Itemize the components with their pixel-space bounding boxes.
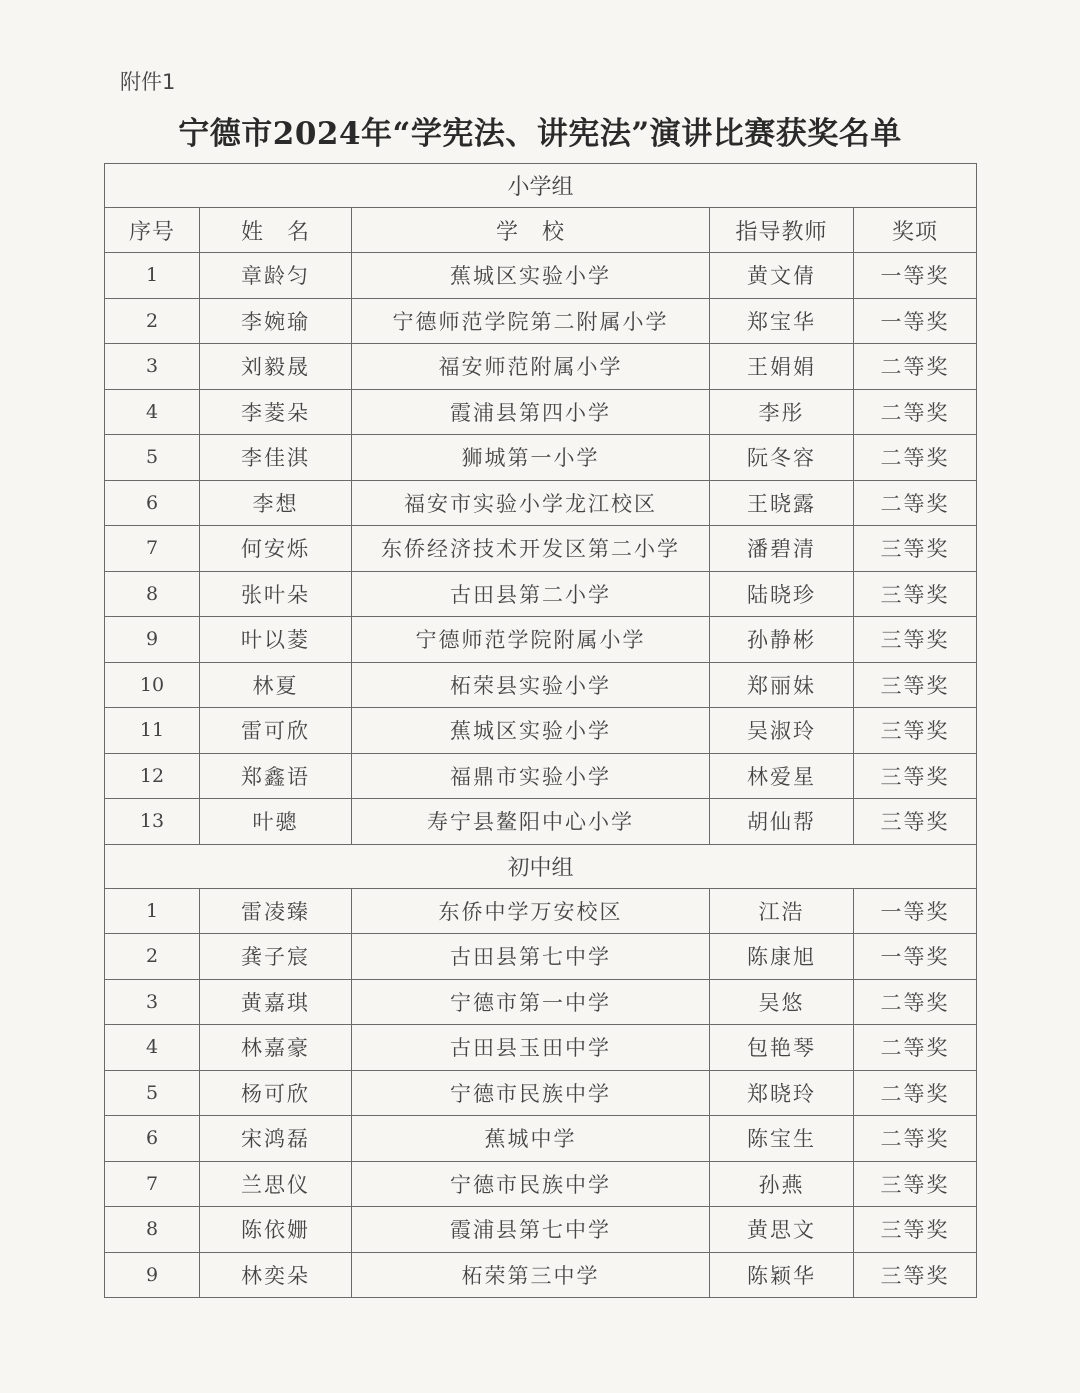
cell-school: 宁德师范学院附属小学 <box>352 617 710 663</box>
table-row <box>105 253 977 299</box>
attachment-label: 附件1 <box>120 70 176 94</box>
cell-school: 古田县第二小学 <box>352 571 710 617</box>
cell-school: 福安师范附属小学 <box>352 344 710 390</box>
group-header-row <box>105 844 977 888</box>
cell-award: 二等奖 <box>854 1116 977 1162</box>
table-row <box>105 662 977 708</box>
cell-award: 二等奖 <box>854 344 977 390</box>
cell-award: 一等奖 <box>854 253 977 299</box>
cell-award: 二等奖 <box>854 1025 977 1071</box>
cell-teacher: 郑晓玲 <box>710 1070 854 1116</box>
table-row <box>105 435 977 481</box>
table-row <box>105 1207 977 1253</box>
cell-school: 柘荣第三中学 <box>352 1252 710 1298</box>
cell-no: 6 <box>105 1116 200 1162</box>
award-table <box>104 163 977 1298</box>
cell-no: 8 <box>105 1207 200 1253</box>
cell-teacher: 郑宝华 <box>710 298 854 344</box>
cell-teacher: 王娟娟 <box>710 344 854 390</box>
table-row <box>105 1252 977 1298</box>
table-row <box>105 526 977 572</box>
cell-award: 二等奖 <box>854 1070 977 1116</box>
cell-name: 林嘉豪 <box>200 1025 352 1071</box>
cell-award: 三等奖 <box>854 662 977 708</box>
cell-no: 3 <box>105 344 200 390</box>
cell-no: 10 <box>105 662 200 708</box>
cell-no: 5 <box>105 435 200 481</box>
cell-teacher: 吴淑玲 <box>710 708 854 754</box>
cell-school: 古田县第七中学 <box>352 934 710 980</box>
cell-name: 林夏 <box>200 662 352 708</box>
cell-name: 黄嘉琪 <box>200 979 352 1025</box>
table-row <box>105 389 977 435</box>
table-row <box>105 1025 977 1071</box>
cell-name: 张叶朵 <box>200 571 352 617</box>
cell-name: 郑鑫语 <box>200 753 352 799</box>
cell-school: 蕉城中学 <box>352 1116 710 1162</box>
table-row <box>105 708 977 754</box>
cell-teacher: 阮冬容 <box>710 435 854 481</box>
cell-name: 李佳淇 <box>200 435 352 481</box>
cell-award: 三等奖 <box>854 571 977 617</box>
cell-school: 霞浦县第七中学 <box>352 1207 710 1253</box>
cell-award: 三等奖 <box>854 753 977 799</box>
cell-name: 林奕朵 <box>200 1252 352 1298</box>
cell-award: 三等奖 <box>854 617 977 663</box>
cell-teacher: 陈颖华 <box>710 1252 854 1298</box>
cell-teacher: 李彤 <box>710 389 854 435</box>
cell-name: 叶以菱 <box>200 617 352 663</box>
cell-school: 霞浦县第四小学 <box>352 389 710 435</box>
table-row <box>105 1161 977 1207</box>
cell-name: 章龄匀 <box>200 253 352 299</box>
header-teacher: 指导教师 <box>710 208 854 253</box>
cell-name: 李菱朵 <box>200 389 352 435</box>
cell-award: 三等奖 <box>854 708 977 754</box>
cell-school: 蕉城区实验小学 <box>352 708 710 754</box>
table-row <box>105 1116 977 1162</box>
cell-award: 二等奖 <box>854 979 977 1025</box>
cell-name: 何安烁 <box>200 526 352 572</box>
cell-no: 1 <box>105 888 200 934</box>
cell-teacher: 黄思文 <box>710 1207 854 1253</box>
cell-no: 9 <box>105 617 200 663</box>
cell-name: 龚子宸 <box>200 934 352 980</box>
cell-school: 宁德师范学院第二附属小学 <box>352 298 710 344</box>
cell-teacher: 孙燕 <box>710 1161 854 1207</box>
table-row <box>105 799 977 845</box>
cell-award: 一等奖 <box>854 298 977 344</box>
group-title: 小学组 <box>105 164 977 208</box>
cell-no: 11 <box>105 708 200 754</box>
table-row <box>105 934 977 980</box>
cell-name: 李想 <box>200 480 352 526</box>
table-row <box>105 979 977 1025</box>
cell-award: 三等奖 <box>854 799 977 845</box>
cell-teacher: 潘碧清 <box>710 526 854 572</box>
cell-award: 三等奖 <box>854 1252 977 1298</box>
cell-no: 4 <box>105 1025 200 1071</box>
cell-school: 宁德市第一中学 <box>352 979 710 1025</box>
table-row <box>105 480 977 526</box>
cell-award: 一等奖 <box>854 934 977 980</box>
table-row <box>105 571 977 617</box>
cell-no: 8 <box>105 571 200 617</box>
cell-name: 宋鸿磊 <box>200 1116 352 1162</box>
cell-no: 5 <box>105 1070 200 1116</box>
cell-teacher: 陈康旭 <box>710 934 854 980</box>
cell-teacher: 包艳琴 <box>710 1025 854 1071</box>
cell-school: 古田县玉田中学 <box>352 1025 710 1071</box>
cell-award: 二等奖 <box>854 389 977 435</box>
cell-name: 陈依姗 <box>200 1207 352 1253</box>
cell-teacher: 林爱星 <box>710 753 854 799</box>
cell-name: 李婉瑜 <box>200 298 352 344</box>
cell-no: 7 <box>105 526 200 572</box>
cell-name: 杨可欣 <box>200 1070 352 1116</box>
cell-teacher: 吴悠 <box>710 979 854 1025</box>
table-row <box>105 617 977 663</box>
cell-no: 1 <box>105 253 200 299</box>
cell-award: 二等奖 <box>854 435 977 481</box>
cell-award: 三等奖 <box>854 1207 977 1253</box>
cell-no: 2 <box>105 298 200 344</box>
table-row <box>105 753 977 799</box>
cell-school: 宁德市民族中学 <box>352 1161 710 1207</box>
table-row <box>105 344 977 390</box>
header-school: 学 校 <box>352 208 710 253</box>
table-row <box>105 298 977 344</box>
cell-no: 7 <box>105 1161 200 1207</box>
cell-teacher: 郑丽妹 <box>710 662 854 708</box>
cell-award: 三等奖 <box>854 526 977 572</box>
cell-school: 福安市实验小学龙江校区 <box>352 480 710 526</box>
cell-name: 雷凌臻 <box>200 888 352 934</box>
cell-school: 柘荣县实验小学 <box>352 662 710 708</box>
cell-school: 宁德市民族中学 <box>352 1070 710 1116</box>
cell-name: 刘毅晟 <box>200 344 352 390</box>
cell-no: 4 <box>105 389 200 435</box>
cell-school: 东侨经济技术开发区第二小学 <box>352 526 710 572</box>
table-row <box>105 888 977 934</box>
cell-no: 12 <box>105 753 200 799</box>
cell-teacher: 黄文倩 <box>710 253 854 299</box>
cell-teacher: 陆晓珍 <box>710 571 854 617</box>
header-no: 序号 <box>105 208 200 253</box>
header-name: 姓 名 <box>200 208 352 253</box>
cell-no: 2 <box>105 934 200 980</box>
cell-no: 9 <box>105 1252 200 1298</box>
cell-school: 蕉城区实验小学 <box>352 253 710 299</box>
column-header-row <box>105 208 977 253</box>
cell-award: 三等奖 <box>854 1161 977 1207</box>
group-header-row <box>105 164 977 208</box>
table-row <box>105 1070 977 1116</box>
cell-award: 一等奖 <box>854 888 977 934</box>
cell-name: 兰思仪 <box>200 1161 352 1207</box>
cell-school: 狮城第一小学 <box>352 435 710 481</box>
cell-no: 3 <box>105 979 200 1025</box>
page-title: 宁德市2024年“学宪法、讲宪法”演讲比赛获奖名单 <box>178 116 902 152</box>
group-title: 初中组 <box>105 844 977 888</box>
cell-name: 雷可欣 <box>200 708 352 754</box>
cell-award: 二等奖 <box>854 480 977 526</box>
cell-no: 13 <box>105 799 200 845</box>
cell-teacher: 孙静彬 <box>710 617 854 663</box>
cell-name: 叶骢 <box>200 799 352 845</box>
cell-teacher: 胡仙帮 <box>710 799 854 845</box>
cell-teacher: 陈宝生 <box>710 1116 854 1162</box>
header-award: 奖项 <box>854 208 977 253</box>
cell-no: 6 <box>105 480 200 526</box>
cell-teacher: 王晓露 <box>710 480 854 526</box>
cell-teacher: 江浩 <box>710 888 854 934</box>
cell-school: 寿宁县鳌阳中心小学 <box>352 799 710 845</box>
cell-school: 福鼎市实验小学 <box>352 753 710 799</box>
cell-school: 东侨中学万安校区 <box>352 888 710 934</box>
